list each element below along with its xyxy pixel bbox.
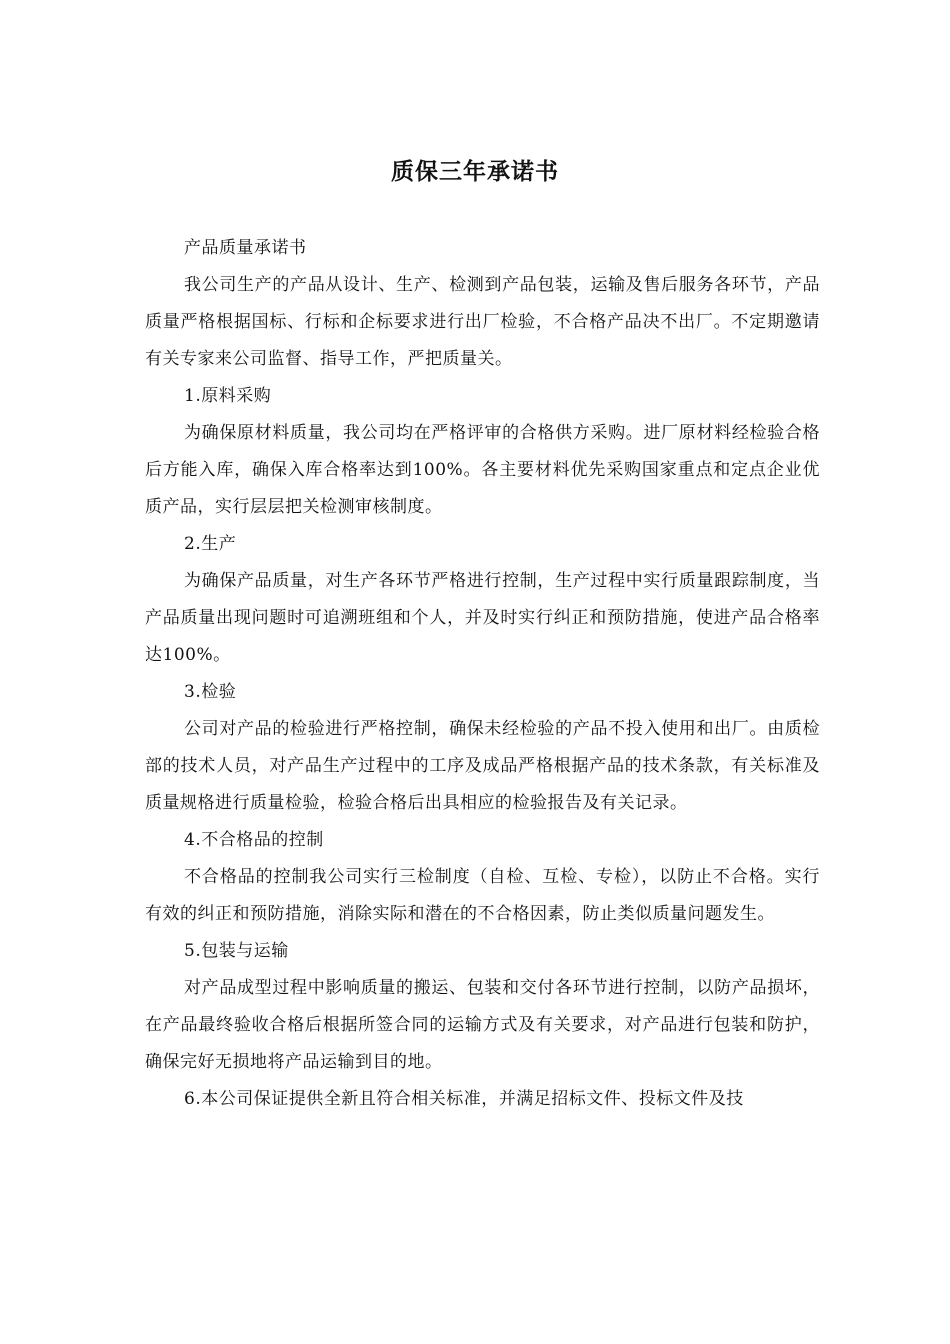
document-title: 质保三年承诺书 [391, 158, 559, 185]
nonconforming-paragraph: 不合格品的控制我公司实行三检制度（自检、互检、专检），以防止不合格。实行有效的纠正和预防措施，消除实际和潜在的不合格因素，防止类似质量问题发生。 [145, 867, 820, 924]
document-body [145, 230, 820, 1118]
section-heading-nonconforming: 4.不合格品的控制 [184, 830, 324, 850]
packaging-paragraph: 对产品成型过程中影响质量的搬运、包装和交付各环节进行控制，以防产品损坏，在产品最终验收合格后根据所签合同的运输方式及有关要求，对产品进行包装和防护，确保完好无损地将产品运输到目的地。 [145, 978, 820, 1072]
raw-materials-paragraph: 为确保原材料质量，我公司均在严格评审的合格供方采购。进厂原材料经检验合格后方能入库，确保入库合格率达到100%。各主要材料优先采购国家重点和定点企业优质产品，实行层层把关检测审核制度。 [145, 423, 820, 517]
section-heading-inspection: 3.检验 [184, 682, 237, 702]
section-heading-packaging: 5.包装与运输 [184, 941, 289, 961]
subtitle-paragraph: 产品质量承诺书 [184, 238, 307, 258]
inspection-paragraph: 公司对产品的检验进行严格控制，确保未经检验的产品不投入使用和出厂。由质检部的技术人员，对产品生产过程中的工序及成品严格根据产品的技术条款，有关标准及质量规格进行质量检验，检验合格后出具相应的检验报告及有关记录。 [145, 719, 820, 813]
guarantee-paragraph: 6.本公司保证提供全新且符合相关标准，并满足招标文件、投标文件及技 [184, 1089, 744, 1109]
section-heading-raw-materials: 1.原料采购 [184, 386, 272, 406]
production-paragraph: 为确保产品质量，对生产各环节严格进行控制，生产过程中实行质量跟踪制度，当产品质量出现问题时可追溯班组和个人，并及时实行纠正和预防措施，使进产品合格率达100%。 [145, 571, 820, 665]
intro-paragraph: 我公司生产的产品从设计、生产、检测到产品包装，运输及售后服务各环节，产品质量严格根据国标、行标和企标要求进行出厂检验，不合格产品决不出厂。不定期邀请有关专家来公司监督、指导工作，严把质量关。 [145, 275, 820, 369]
section-heading-production: 2.生产 [184, 534, 237, 554]
